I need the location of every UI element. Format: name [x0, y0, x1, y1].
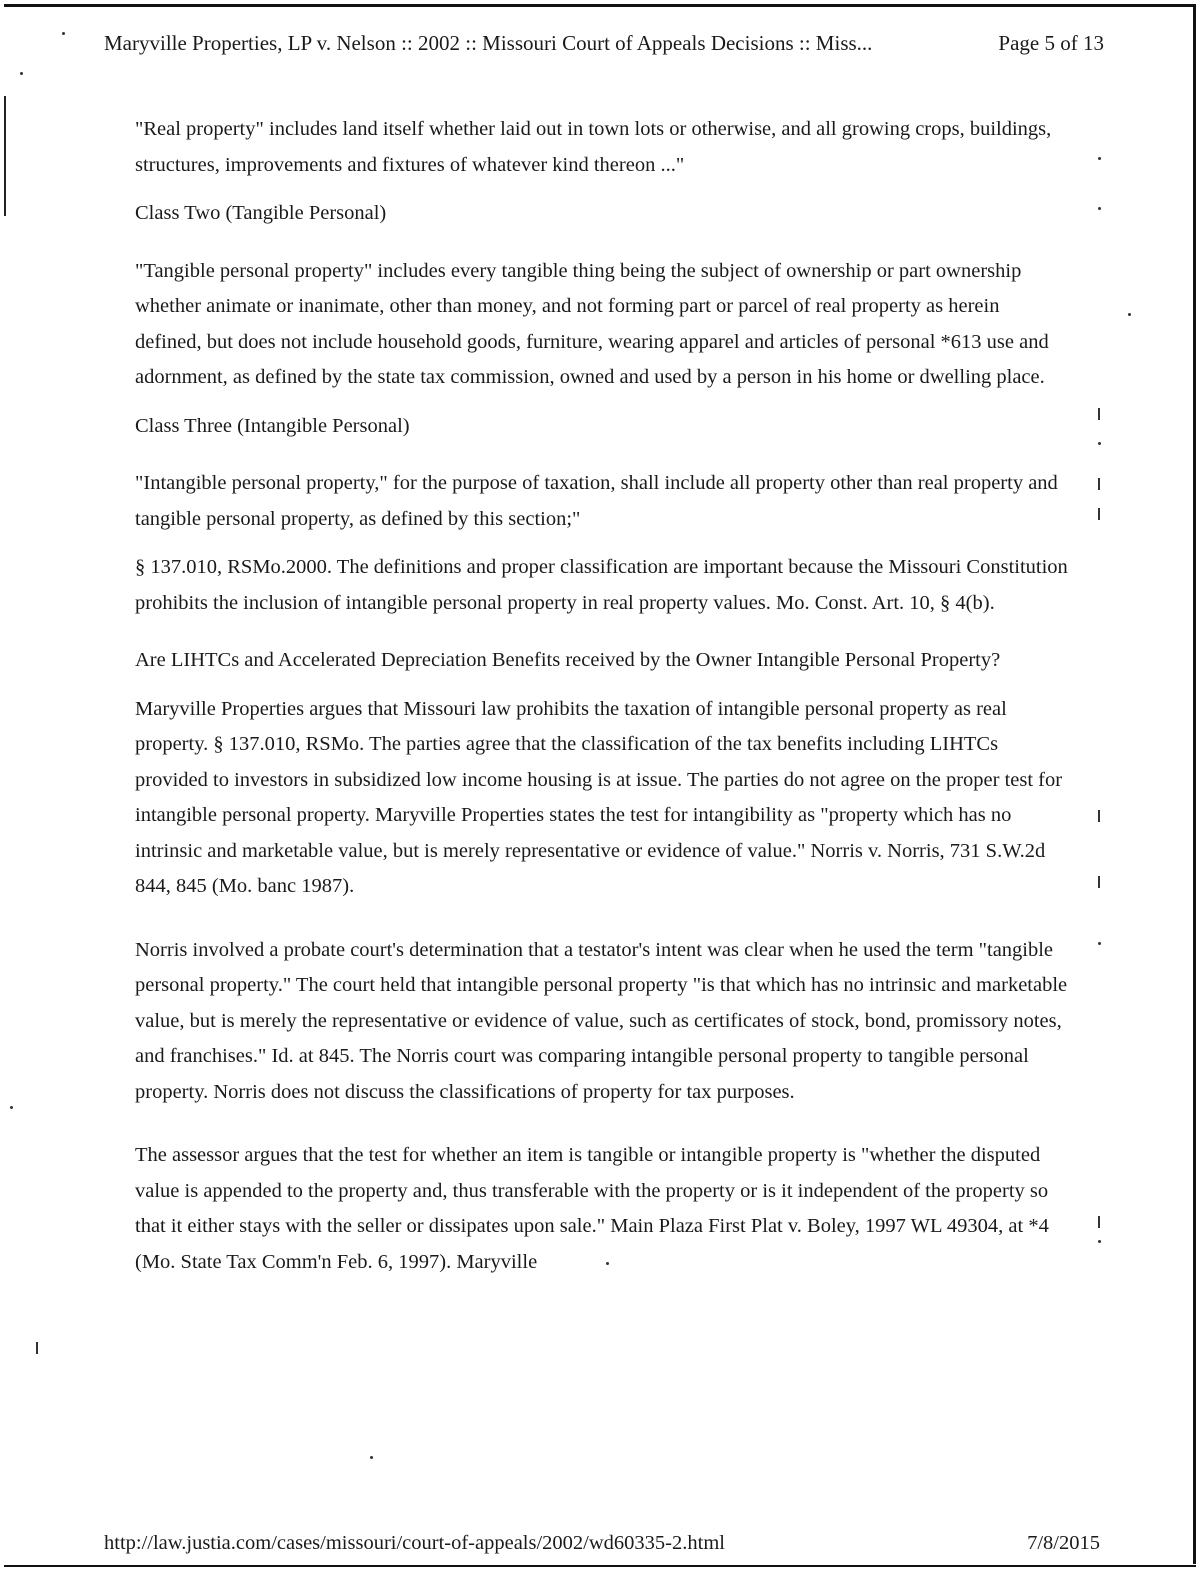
- scan-speck: [10, 1106, 13, 1109]
- scan-speck: [1128, 313, 1131, 316]
- scan-speck: [62, 32, 65, 35]
- scan-speck: [20, 72, 23, 75]
- scan-speck: [1098, 442, 1101, 445]
- page-header: [104, 30, 1104, 56]
- scan-border-left-mark: [4, 96, 6, 216]
- scan-mark: [1098, 408, 1100, 420]
- paragraph-maryville-argument: Maryville Properties argues that Missouri law prohibits the taxation of intangible personal property as real property. § 137.010, RSMo. The parties agree that the classification of the tax benefits including LIHTCs provided to investors in subsidized low income housing is at issue. The parties do not agree on the proper test for intangible personal property. Maryville Properties states the test for intangibility as "property which has no intrinsic and marketable value, but is merely representative or evidence of value." Norris v. Norris, 731 S.W.2d 844, 845 (Mo. banc 1987).: [135, 697, 1063, 897]
- scan-mark: [1098, 1216, 1100, 1228]
- paragraph-real-property: "Real property" includes land itself whether laid out in town lots or otherwise, and all growing crops, buildings, structures, improvements and fixtures of whatever kind thereon ...": [135, 118, 1052, 176]
- page-indicator: Page 5 of 13: [998, 31, 1104, 55]
- scan-speck: [606, 1262, 609, 1265]
- scan-border-right: [1193, 4, 1196, 1564]
- scan-speck: [1098, 942, 1101, 945]
- paragraph-intangible-personal: "Intangible personal property," for the purpose of taxation, shall include all property other than real property and tangible personal property, as defined by this section;": [135, 472, 1058, 530]
- heading-class-three: Class Three (Intangible Personal): [135, 414, 410, 437]
- scan-border-bottom: [4, 1565, 1196, 1567]
- paragraph-statute-citation: § 137.010, RSMo.2000. The definitions and proper classification are important because the Missouri Constitution prohibits the inclusion of intangible personal property in real property values. Mo. Const. Art. 10, § 4(b).: [135, 556, 1068, 614]
- scan-speck: [1098, 207, 1101, 210]
- scan-mark: [1098, 810, 1100, 822]
- scan-mark: [36, 1342, 38, 1354]
- scan-mark: [1098, 478, 1100, 490]
- paragraph-assessor-argument: The assessor argues that the test for whether an item is tangible or intangible property is "whether the disputed value is appended to the property and, thus transferable with the property or is it independent of the property so that it either stays with the seller or dissipates upon sale." Main Plaza First Plat v. Boley, 1997 WL 49304, at *4 (Mo. State Tax Comm'n Feb. 6, 1997). Maryville: [135, 1144, 1049, 1273]
- paragraph-tangible-personal: "Tangible personal property" includes every tangible thing being the subject of ownership or part ownership whether animate or inanimate, other than money, and not forming part or parcel of real property as herein defined, but does not include household goods, furniture, wearing apparel and articles of personal *613 use and adornment, as defined by the state tax commission, owned and used by a person in his home or dwelling place.: [135, 259, 1049, 388]
- scan-border-top: [4, 4, 1196, 7]
- print-date: 7/8/2015: [1027, 1532, 1100, 1554]
- document-title: Maryville Properties, LP v. Nelson :: 2002 :: Missouri Court of Appeals Decisions :: Miss...: [104, 31, 873, 55]
- scan-speck: [1098, 157, 1101, 160]
- scan-mark: [1098, 508, 1100, 520]
- scan-speck: [1098, 1240, 1101, 1243]
- scan-mark: [1098, 876, 1100, 888]
- heading-class-two: Class Two (Tangible Personal): [135, 202, 387, 224]
- paragraph-norris: Norris involved a probate court's determination that a testator's intent was clear when he used the term "tangible personal property." The court held that intangible personal property "is that which has no intrinsic and marketable value, but is merely the representative or evidence of value, such as certificates of stock, bond, promissory notes, and franchises." Id. at 845. The Norris court was comparing intangible personal property to tangible personal property. Norris does not discuss the classifications of property for tax purposes.: [135, 938, 1068, 1103]
- page-footer: [104, 1530, 1100, 1556]
- document-body: [135, 112, 1070, 1280]
- source-url: http://law.justia.com/cases/missouri/court-of-appeals/2002/wd60335-2.html: [104, 1532, 725, 1554]
- scan-speck: [370, 1456, 373, 1459]
- section-heading-lihtc: Are LIHTCs and Accelerated Depreciation Benefits received by the Owner Intangible Personal Property?: [135, 649, 1001, 671]
